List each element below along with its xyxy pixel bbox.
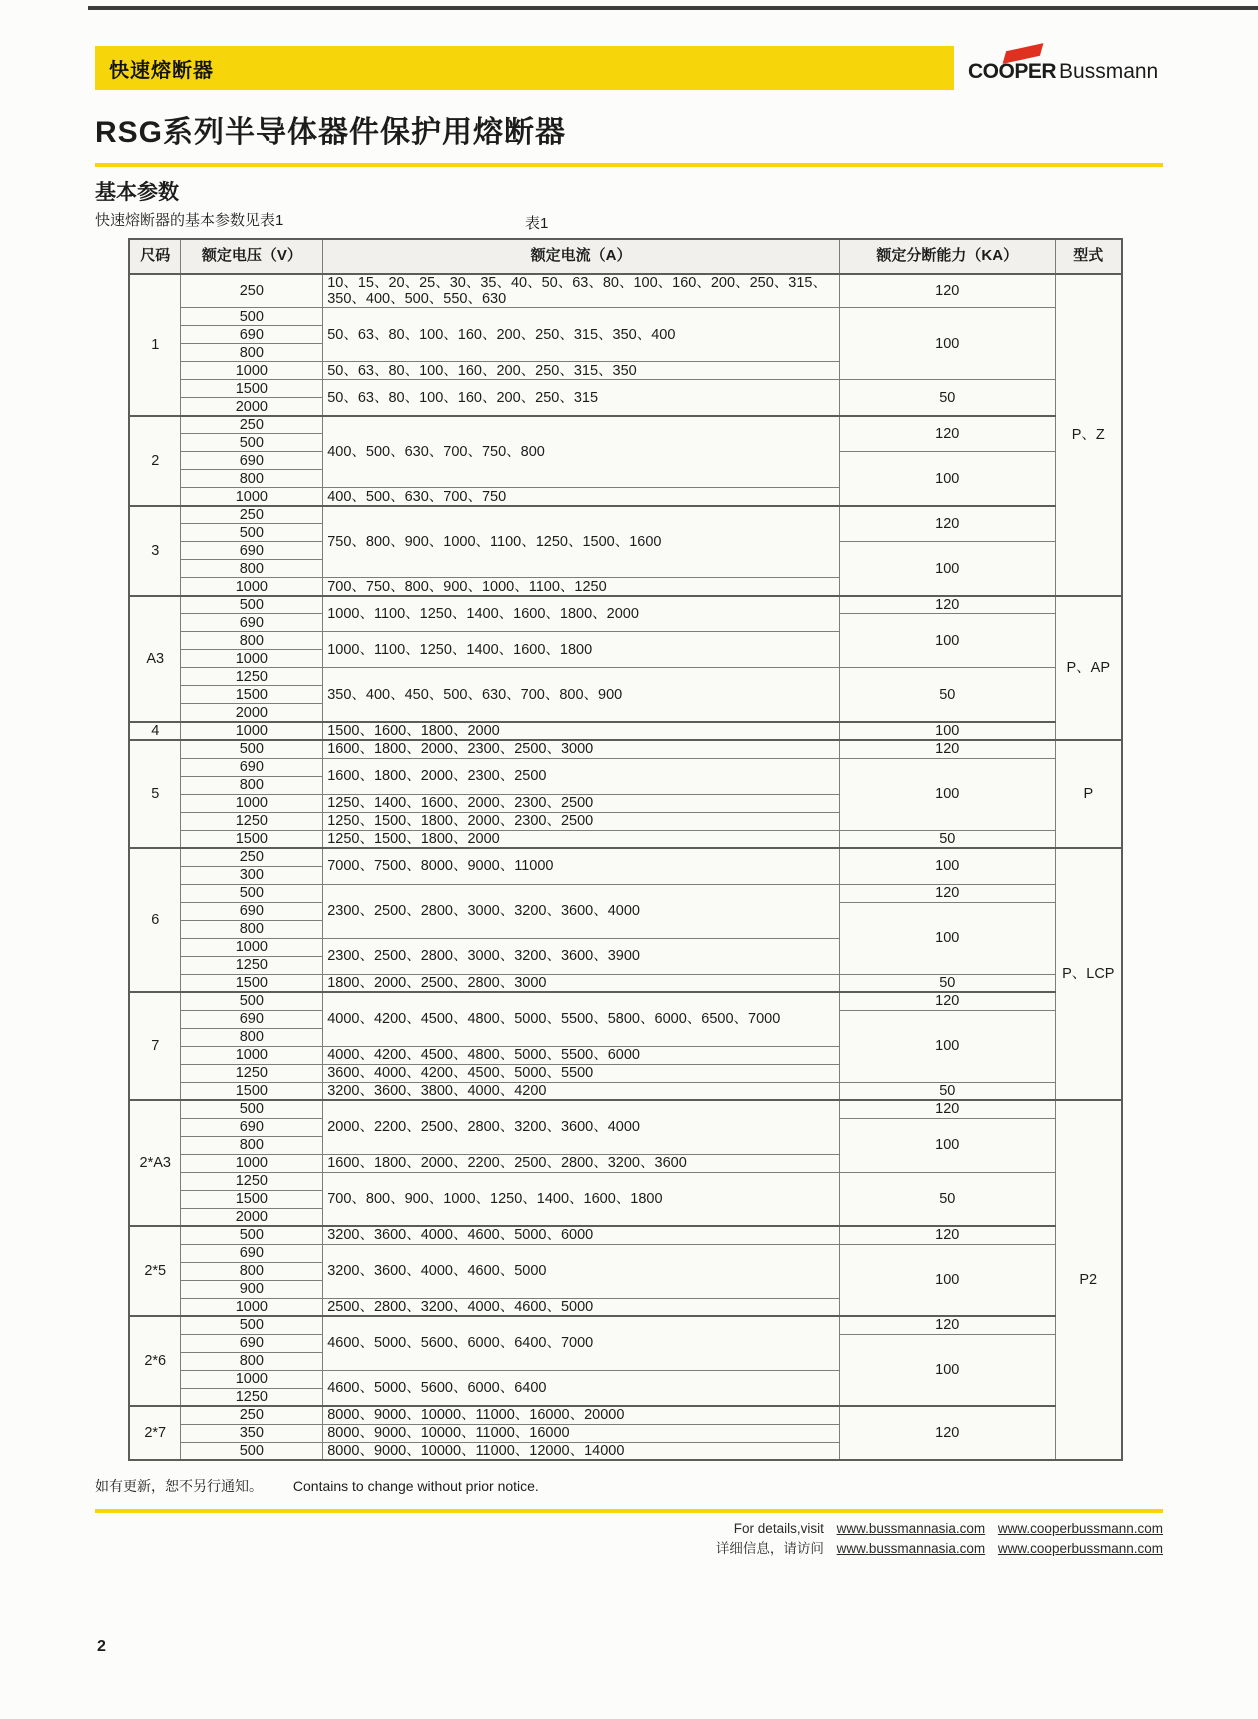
cell-current: 7000、7500、8000、9000、11000 <box>323 848 840 884</box>
cell-ka: 120 <box>839 506 1055 542</box>
cell-voltage: 1250 <box>181 812 323 830</box>
table-row <box>129 668 1122 686</box>
table-caption: 表1 <box>525 215 549 232</box>
table-row <box>129 1406 1122 1424</box>
cell-ka: 120 <box>839 992 1055 1010</box>
cell-ka: 100 <box>839 1118 1055 1172</box>
link-bussmannasia[interactable]: www.bussmannasia.com <box>836 1521 986 1537</box>
cell-ka: 100 <box>839 1010 1055 1082</box>
cell-current: 1250、1500、1800、2000、2300、2500 <box>323 812 840 830</box>
cell-ka: 100 <box>839 614 1055 668</box>
cell-type: P <box>1055 740 1122 848</box>
cell-voltage: 1500 <box>181 380 323 398</box>
cell-size: 3 <box>129 506 181 596</box>
cell-voltage: 690 <box>181 1334 323 1352</box>
cell-voltage: 1000 <box>181 794 323 812</box>
cell-voltage: 900 <box>181 1280 323 1298</box>
cell-voltage: 250 <box>181 416 323 434</box>
link-cooperbussmann[interactable]: www.cooperbussmann.com <box>997 1521 1163 1537</box>
cell-ka: 120 <box>839 1406 1055 1460</box>
cell-voltage: 800 <box>181 1136 323 1154</box>
page-number: 2 <box>97 1638 106 1655</box>
cell-current: 1500、1600、1800、2000 <box>323 722 840 740</box>
cell-voltage: 1000 <box>181 1370 323 1388</box>
table-row <box>129 1172 1122 1190</box>
cell-voltage: 800 <box>181 1028 323 1046</box>
cell-size: 6 <box>129 848 181 992</box>
cell-ka: 50 <box>839 1172 1055 1226</box>
cell-ka: 100 <box>839 758 1055 830</box>
cell-current: 1000、1100、1250、1400、1600、1800 <box>323 632 840 668</box>
cell-current: 750、800、900、1000、1100、1250、1500、1600 <box>323 506 840 578</box>
cell-ka: 120 <box>839 884 1055 902</box>
cell-current: 350、400、450、500、630、700、800、900 <box>323 668 840 722</box>
column-header: 尺码 <box>129 239 181 274</box>
cell-voltage: 1000 <box>181 362 323 380</box>
cell-size: 2*7 <box>129 1406 181 1460</box>
cell-ka: 50 <box>839 380 1055 416</box>
page-top-edge <box>88 6 1258 10</box>
cell-current: 4000、4200、4500、4800、5000、5500、6000 <box>323 1046 840 1064</box>
table-row <box>129 992 1122 1010</box>
cell-current: 700、750、800、900、1000、1100、1250 <box>323 578 840 596</box>
category-banner-label: 快速熔断器 <box>109 59 214 82</box>
cell-current: 400、500、630、700、750 <box>323 488 840 506</box>
cell-type: P2 <box>1055 1100 1122 1460</box>
cell-voltage: 250 <box>181 274 323 308</box>
footer-note-en: Contains to change without prior notice. <box>292 1478 539 1495</box>
cell-voltage: 500 <box>181 596 323 614</box>
cell-current: 2300、2500、2800、3000、3200、3600、3900 <box>323 938 840 974</box>
cell-ka: 120 <box>839 740 1055 758</box>
cell-voltage: 300 <box>181 866 323 884</box>
cell-voltage: 500 <box>181 1100 323 1118</box>
cell-voltage: 1250 <box>181 1064 323 1082</box>
cell-current: 2300、2500、2800、3000、3200、3600、4000 <box>323 884 840 938</box>
cell-voltage: 800 <box>181 920 323 938</box>
cell-voltage: 1500 <box>181 686 323 704</box>
table-row <box>129 884 1122 902</box>
cell-size: 1 <box>129 274 181 416</box>
cooper-bussmann-logo <box>968 46 1163 90</box>
cell-current: 4600、5000、5600、6000、6400 <box>323 1370 840 1406</box>
cell-voltage: 800 <box>181 776 323 794</box>
table-row <box>129 758 1122 776</box>
section-heading: 基本参数 <box>95 181 179 204</box>
cell-current: 3200、3600、3800、4000、4200 <box>323 1082 840 1100</box>
cell-voltage: 350 <box>181 1424 323 1442</box>
cell-ka: 50 <box>839 1082 1055 1100</box>
cell-voltage: 1000 <box>181 1046 323 1064</box>
cell-size: 2*6 <box>129 1316 181 1406</box>
cell-current: 1250、1400、1600、2000、2300、2500 <box>323 794 840 812</box>
column-header: 额定分断能力（KA） <box>839 239 1055 274</box>
cell-current: 2000、2200、2500、2800、3200、3600、4000 <box>323 1100 840 1154</box>
table-row <box>129 1100 1122 1118</box>
cell-current: 1800、2000、2500、2800、3000 <box>323 974 840 992</box>
cell-current: 1600、1800、2000、2300、2500 <box>323 758 840 794</box>
cell-voltage: 800 <box>181 344 323 362</box>
cell-voltage: 500 <box>181 740 323 758</box>
cell-size: A3 <box>129 596 181 722</box>
cell-current: 50、63、80、100、160、200、250、315、350 <box>323 362 840 380</box>
cell-current: 1000、1100、1250、1400、1600、1800、2000 <box>323 596 840 632</box>
cell-voltage: 1250 <box>181 956 323 974</box>
cell-voltage: 690 <box>181 1010 323 1028</box>
intro-row <box>95 209 1163 231</box>
cell-current: 3200、3600、4000、4600、5000 <box>323 1244 840 1298</box>
cell-ka: 50 <box>839 830 1055 848</box>
cell-voltage: 800 <box>181 1262 323 1280</box>
cell-voltage: 1500 <box>181 974 323 992</box>
cell-voltage: 500 <box>181 524 323 542</box>
footer-links-line1 <box>95 1519 1163 1539</box>
cell-voltage: 690 <box>181 902 323 920</box>
table-row <box>129 1226 1122 1244</box>
link-cooperbussmann-cn[interactable]: www.cooperbussmann.com <box>997 1541 1163 1557</box>
cell-current: 8000、9000、10000、11000、16000 <box>323 1424 840 1442</box>
cell-voltage: 1000 <box>181 578 323 596</box>
cell-ka: 100 <box>839 452 1055 506</box>
cell-ka: 100 <box>839 1334 1055 1406</box>
cell-current: 400、500、630、700、750、800 <box>323 416 840 488</box>
footer-links <box>95 1519 1163 1560</box>
table-row <box>129 848 1122 866</box>
cell-voltage: 500 <box>181 1316 323 1334</box>
cell-current: 4600、5000、5600、6000、6400、7000 <box>323 1316 840 1370</box>
cell-voltage: 250 <box>181 506 323 524</box>
column-header: 额定电压（V） <box>181 239 323 274</box>
cell-current: 1250、1500、1800、2000 <box>323 830 840 848</box>
table-row <box>129 274 1122 308</box>
cell-ka: 120 <box>839 416 1055 452</box>
cell-voltage: 1500 <box>181 830 323 848</box>
cell-current: 700、800、900、1000、1250、1400、1600、1800 <box>323 1172 840 1226</box>
cell-type: P、LCP <box>1055 848 1122 1100</box>
cell-voltage: 1000 <box>181 1298 323 1316</box>
cell-voltage: 1250 <box>181 668 323 686</box>
cell-size: 4 <box>129 722 181 740</box>
table-row <box>129 506 1122 524</box>
cell-voltage: 690 <box>181 614 323 632</box>
cell-ka: 50 <box>839 668 1055 722</box>
cell-voltage: 2000 <box>181 1208 323 1226</box>
cell-size: 2*5 <box>129 1226 181 1316</box>
cell-voltage: 500 <box>181 884 323 902</box>
logo-brand-bussmann: Bussmann <box>1059 60 1159 83</box>
cell-ka: 100 <box>839 902 1055 974</box>
cell-voltage: 2000 <box>181 398 323 416</box>
footer-divider <box>95 1509 1163 1513</box>
cell-voltage: 690 <box>181 758 323 776</box>
cell-voltage: 1500 <box>181 1190 323 1208</box>
column-header: 额定电流（A） <box>323 239 840 274</box>
table-row <box>129 830 1122 848</box>
cell-voltage: 250 <box>181 1406 323 1424</box>
cell-current: 50、63、80、100、160、200、250、315 <box>323 380 840 416</box>
cell-voltage: 500 <box>181 434 323 452</box>
cell-voltage: 690 <box>181 1118 323 1136</box>
footer-note-cn: 如有更新，恕不另行通知。 <box>95 1478 263 1495</box>
cell-voltage: 800 <box>181 470 323 488</box>
cell-voltage: 500 <box>181 308 323 326</box>
footer-links-prefix-cn: 详细信息，请访问 <box>715 1541 824 1557</box>
footer-note <box>95 1476 1163 1496</box>
intro-text: 快速熔断器的基本参数见表1 <box>95 212 284 229</box>
footer-links-prefix-en: For details,visit <box>733 1521 824 1537</box>
cell-type: P、Z <box>1055 274 1122 596</box>
cell-voltage: 1000 <box>181 650 323 668</box>
table-row <box>129 596 1122 614</box>
cell-current: 3600、4000、4200、4500、5000、5500 <box>323 1064 840 1082</box>
cell-current: 4000、4200、4500、4800、5000、5500、5800、6000、6500、7000 <box>323 992 840 1046</box>
title-divider <box>95 163 1163 167</box>
cell-voltage: 1000 <box>181 938 323 956</box>
footer-links-line2 <box>95 1539 1163 1559</box>
cell-current: 1600、1800、2000、2300、2500、3000 <box>323 740 840 758</box>
cell-size: 7 <box>129 992 181 1100</box>
cell-voltage: 800 <box>181 632 323 650</box>
cell-voltage: 1000 <box>181 1154 323 1172</box>
cell-current: 8000、9000、10000、11000、12000、14000 <box>323 1442 840 1460</box>
page-title: RSG系列半导体器件保护用熔断器 <box>95 116 567 149</box>
table-body <box>129 274 1122 1460</box>
cell-current: 3200、3600、4000、4600、5000、6000 <box>323 1226 840 1244</box>
table-row <box>129 1316 1122 1334</box>
table-row <box>129 974 1122 992</box>
basic-params-table <box>128 238 1123 1461</box>
cell-voltage: 2000 <box>181 704 323 722</box>
cell-ka: 120 <box>839 1226 1055 1244</box>
table-row <box>129 308 1122 326</box>
cell-voltage: 250 <box>181 848 323 866</box>
table-row <box>129 1244 1122 1262</box>
cell-ka: 100 <box>839 308 1055 380</box>
cell-voltage: 1000 <box>181 722 323 740</box>
cell-current: 1600、1800、2000、2200、2500、2800、3200、3600 <box>323 1154 840 1172</box>
cell-ka: 100 <box>839 542 1055 596</box>
cell-voltage: 690 <box>181 1244 323 1262</box>
cell-size: 2*A3 <box>129 1100 181 1226</box>
cell-ka: 120 <box>839 596 1055 614</box>
table-row <box>129 380 1122 398</box>
cell-current: 50、63、80、100、160、200、250、315、350、400 <box>323 308 840 362</box>
cell-voltage: 690 <box>181 542 323 560</box>
page-content <box>95 46 1163 1560</box>
column-header: 型式 <box>1055 239 1122 274</box>
cell-ka: 100 <box>839 1244 1055 1316</box>
cell-voltage: 500 <box>181 1442 323 1460</box>
table-row <box>129 722 1122 740</box>
cell-voltage: 800 <box>181 560 323 578</box>
cell-ka: 100 <box>839 848 1055 884</box>
logo-brand-cooper: COOPER <box>968 60 1057 83</box>
cell-size: 5 <box>129 740 181 848</box>
cell-ka: 100 <box>839 722 1055 740</box>
link-bussmannasia-cn[interactable]: www.bussmannasia.com <box>836 1541 986 1557</box>
cell-voltage: 1250 <box>181 1172 323 1190</box>
cell-ka: 50 <box>839 974 1055 992</box>
cell-voltage: 690 <box>181 326 323 344</box>
table-row <box>129 416 1122 434</box>
cell-current: 10、15、20、25、30、35、40、50、63、80、100、160、200、250、315、350、400、500、550、630 <box>323 274 840 308</box>
page-header <box>95 46 1163 90</box>
table-row <box>129 1082 1122 1100</box>
cell-voltage: 1000 <box>181 488 323 506</box>
cell-current: 8000、9000、10000、11000、16000、20000 <box>323 1406 840 1424</box>
category-banner <box>95 46 954 90</box>
cell-voltage: 800 <box>181 1352 323 1370</box>
cell-voltage: 500 <box>181 1226 323 1244</box>
cell-type: P、AP <box>1055 596 1122 740</box>
table-row <box>129 740 1122 758</box>
cell-size: 2 <box>129 416 181 506</box>
cell-ka: 120 <box>839 1100 1055 1118</box>
cell-voltage: 500 <box>181 992 323 1010</box>
cell-current: 2500、2800、3200、4000、4600、5000 <box>323 1298 840 1316</box>
cell-voltage: 1500 <box>181 1082 323 1100</box>
cell-voltage: 690 <box>181 452 323 470</box>
table-header <box>129 239 1122 274</box>
cell-ka: 120 <box>839 274 1055 308</box>
cell-voltage: 1250 <box>181 1388 323 1406</box>
cell-ka: 120 <box>839 1316 1055 1334</box>
